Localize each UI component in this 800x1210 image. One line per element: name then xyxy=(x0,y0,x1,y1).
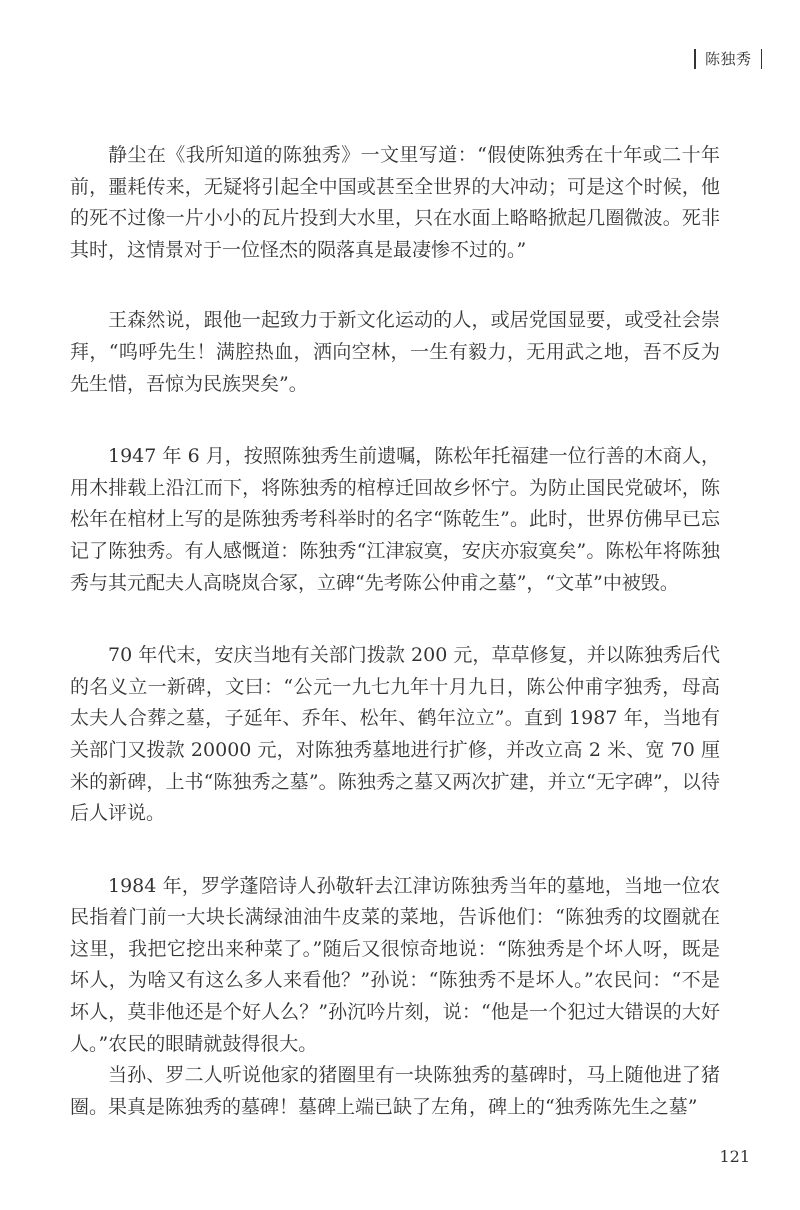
chapter-title: 陈独秀 xyxy=(704,50,752,68)
paragraph-1947-reburial: 1947 年 6 月，按照陈独秀生前遗嘱，陈松年托福建一位行善的木商人，用木排载上沿江而下，将陈独秀的棺椁迁回故乡怀宁。为防止国民党破坏，陈松年在棺材上写的是陈独秀考科举时的名字“陈乾生”。此时，世界仿佛早已忘记了陈独秀。有人感慨道：陈独秀“江津寂寞，安庆亦寂寞矣”。陈松年将陈独秀与其元配夫人高晓岚合冢，立碑“先考陈公仲甫之墓”，“文革”中被毁。 xyxy=(70,445,720,594)
paragraph-70s-new-tombstone: 70 年代末，安庆当地有关部门拨款 200 元，草草修复，并以陈独秀后代的名义立一新碑，文曰：“公元一九七九年十月九日，陈公仲甫字独秀，母高太夫人合葬之墓，子延年、乔年、松年、鹤年泣立”。直到 1987 年，当地有关部门又拨款 20000 元，对陈独秀墓地进行扩修，并改立高 2 米、宽 70 厘米的新碑，上书“陈独秀之墓”。陈独秀之墓又两次扩建，并立“无字碑”，以待后人评说。 xyxy=(70,644,720,825)
header-left-rule xyxy=(694,49,696,69)
header-right-rule xyxy=(761,49,763,69)
running-header xyxy=(694,48,762,69)
page-body xyxy=(70,140,720,1123)
paragraph-1984-visit: 1984 年，罗学蓬陪诗人孙敬轩去江津访陈独秀当年的墓地，当地一位农民指着门前一大块长满绿油油牛皮菜的菜地，告诉他们：“陈独秀的坟圈就在这里，我把它挖出来种菜了。”随后又很惊奇地说：“陈独秀是个坏人呀，既是坏人，为啥又有这么多人来看他？”孙说：“陈独秀不是坏人。”农民问：“不是坏人，莫非他还是个好人么？”孙沉吟片刻，说：“他是一个犯过大错误的大好人。”农民的眼睛就鼓得很大。 xyxy=(70,874,720,1055)
paragraph-jingchen-quote: 静尘在《我所知道的陈独秀》一文里写道：“假使陈独秀在十年或二十年前，噩耗传来，无疑将引起全中国或甚至全世界的大冲动；可是这个时候，他的死不过像一片小小的瓦片投到大水里，只在水面上略略掀起几圈微波。死非其时，这情景对于一位怪杰的陨落真是最凄惨不过的。” xyxy=(70,144,720,261)
page-number: 121 xyxy=(719,1147,750,1166)
paragraph-pigsty-tombstone: 当孙、罗二人听说他家的猪圈里有一块陈独秀的墓碑时，马上随他进了猪圈。果真是陈独秀的墓碑！墓碑上端已缺了左角，碑上的“独秀陈先生之墓” xyxy=(70,1064,720,1118)
paragraph-wang-senran: 王森然说，跟他一起致力于新文化运动的人，或居党国显要，或受社会崇拜，“呜呼先生！满腔热血，洒向空林，一生有毅力，无用武之地，吾不反为先生惜，吾惊为民族哭矣”。 xyxy=(70,309,720,395)
